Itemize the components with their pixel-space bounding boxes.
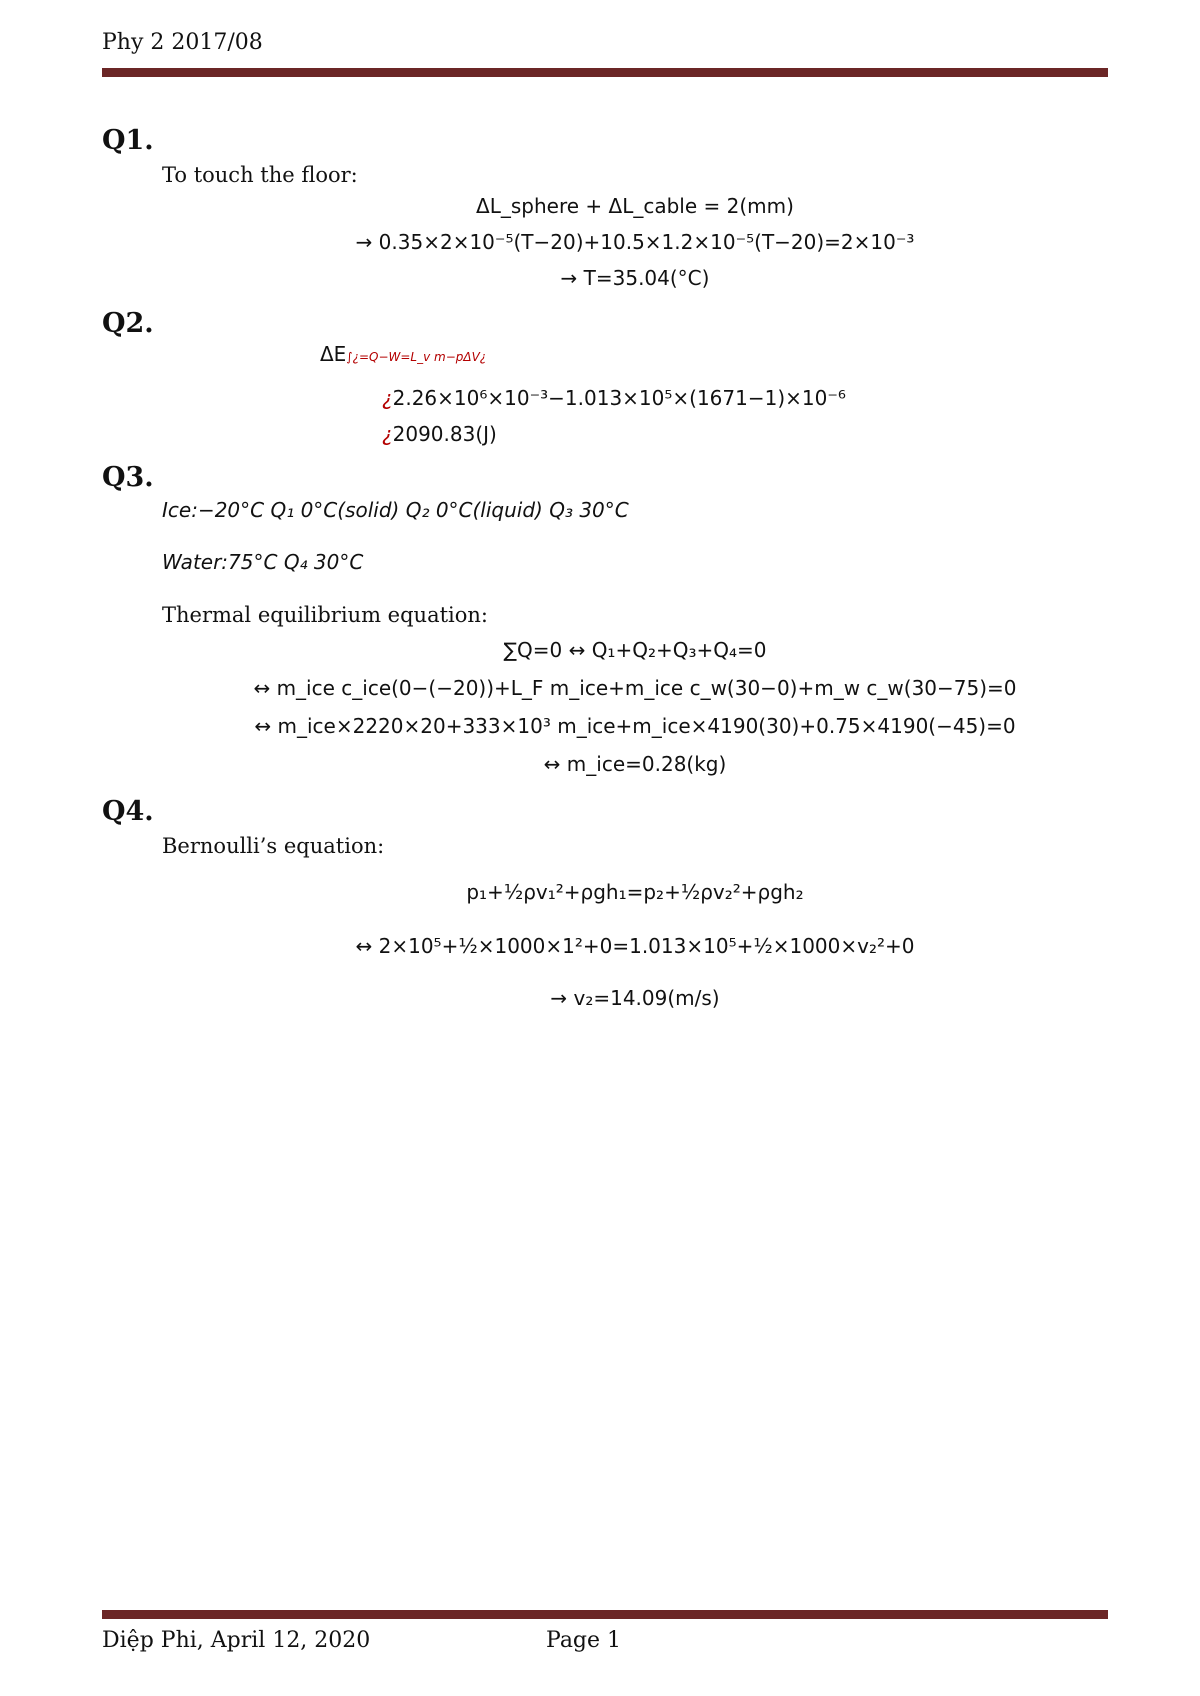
footer-page-number: Page 1	[546, 1628, 622, 1653]
q3-equation-1: ∑Q=0 ↔ Q₁+Q₂+Q₃+Q₄=0	[503, 638, 767, 662]
q1-heading: Q1.	[102, 125, 154, 156]
q3-equation-2: ↔ m_ice c_ice(0−(−20))+L_F m_ice+m_ice c_w(30−0)+m_w c_w(30−75)=0	[253, 676, 1017, 700]
q1-equation-1: ΔL_sphere + ΔL_cable = 2(mm)	[476, 194, 794, 218]
q2-heading: Q2.	[102, 308, 154, 339]
q2-equation-3-mark: ¿	[382, 422, 393, 446]
q2-equation-1	[320, 342, 486, 366]
q3-intro: Thermal equilibrium equation:	[162, 603, 488, 627]
q1-equation-2: → 0.35×2×10⁻⁵(T−20)+10.5×1.2×10⁻⁵(T−20)=2×10⁻³	[355, 230, 915, 254]
q2-equation-1-main: ΔE	[320, 342, 347, 366]
q1-intro: To touch the floor:	[162, 163, 358, 187]
footer-rule	[102, 1610, 1108, 1619]
q4-intro: Bernoulli’s equation:	[162, 834, 385, 858]
page-header-title: Phy 2 2017/08	[102, 30, 263, 55]
q2-equation-2-body: 2.26×10⁶×10⁻³−1.013×10⁵×(1671−1)×10⁻⁶	[392, 386, 846, 410]
q4-heading: Q4.	[102, 796, 154, 827]
q4-equation-3: → v₂=14.09(m/s)	[550, 986, 720, 1010]
q3-water-process: Water:75°C Q₄ 30°C	[162, 550, 364, 574]
q2-equation-1-subscript: ∫¿=Q−W=L_v m−pΔV¿	[346, 350, 487, 364]
q1-equation-3: → T=35.04(°C)	[560, 266, 710, 290]
q2-equation-3	[382, 422, 497, 446]
q2-equation-2	[382, 386, 846, 410]
q4-equation-2: ↔ 2×10⁵+½×1000×1²+0=1.013×10⁵+½×1000×v₂²+0	[355, 934, 915, 958]
q3-equation-4: ↔ m_ice=0.28(kg)	[543, 752, 727, 776]
q2-equation-2-mark: ¿	[382, 386, 393, 410]
q3-ice-process: Ice:−20°C Q₁ 0°C(solid) Q₂ 0°C(liquid) Q₃ 30°C	[162, 498, 629, 522]
footer-author-date: Diệp Phi, April 12, 2020	[102, 1628, 371, 1653]
header-rule	[102, 68, 1108, 77]
q4-equation-1: p₁+½ρv₁²+ρgh₁=p₂+½ρv₂²+ρgh₂	[466, 880, 804, 904]
q3-heading: Q3.	[102, 462, 154, 493]
q3-equation-3: ↔ m_ice×2220×20+333×10³ m_ice+m_ice×4190(30)+0.75×4190(−45)=0	[254, 714, 1016, 738]
q2-equation-3-body: 2090.83(J)	[392, 422, 497, 446]
